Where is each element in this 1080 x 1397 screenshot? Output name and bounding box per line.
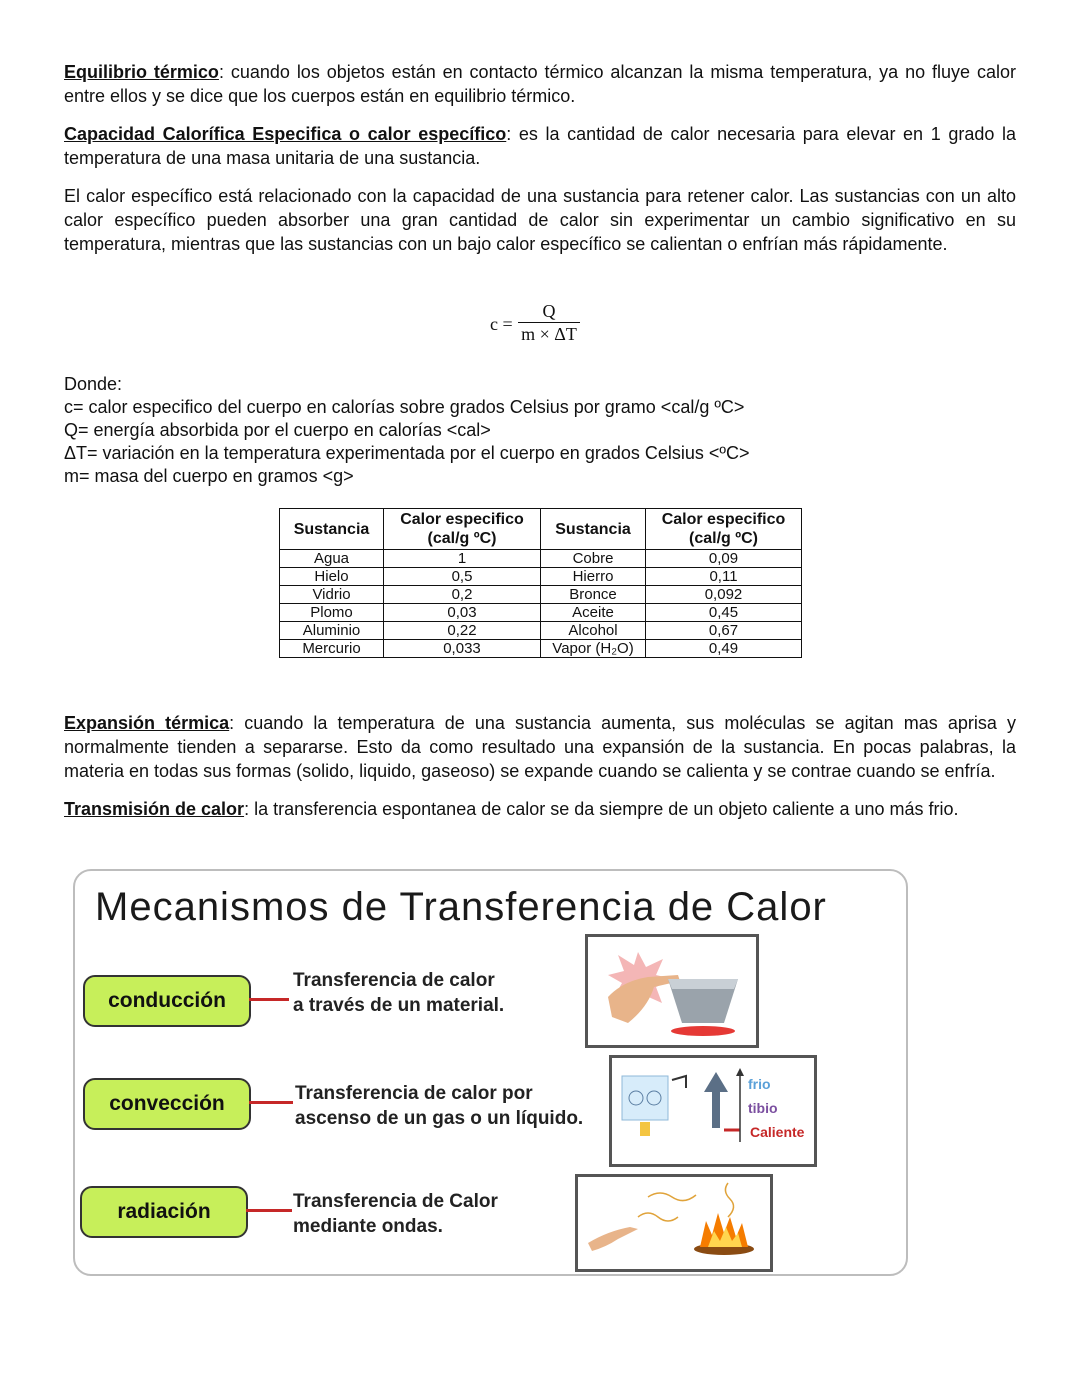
table-cell: Aceite [541,604,646,622]
radiation-icon [578,1177,770,1269]
paragraph-capacidad [64,122,1016,170]
heat-transfer-infographic [73,869,908,1276]
table-row [280,568,802,586]
table-cell: 0,67 [646,622,802,640]
pill-conduccion: conducción [83,975,251,1027]
desc-radiacion: Transferencia de Calor mediante ondas. [293,1191,498,1237]
conduction-image [585,934,759,1048]
connector-line [249,998,289,1001]
paragraph-expansion [64,711,1016,783]
table-cell: 0,49 [646,640,802,658]
paragraph-equilibrio [64,60,1016,108]
table-cell: 0,03 [384,604,541,622]
term-equilibrio: Equilibrio térmico [64,62,219,82]
table-cell: Agua [280,550,384,568]
text-capacidad: : es la cantidad de calor necesaria para elevar en 1 grado la temperatura de una masa unitaria de una sustancia. [64,124,1016,168]
table-cell: 0,5 [384,568,541,586]
term-capacidad: Capacidad Calorífica Especifica o calor específico [64,124,507,144]
table-cell: 1 [384,550,541,568]
connector-line [246,1209,292,1212]
table-cell: Aluminio [280,622,384,640]
connector-line [249,1101,293,1104]
document-body-lower [64,711,1016,835]
conduction-icon [588,937,756,1045]
definition-m: m= masa del cuerpo en gramos <g> [64,466,354,486]
table-cell: Cobre [541,550,646,568]
formula-numerator: Q [542,301,556,321]
definition-q: Q= energía absorbida por el cuerpo en calorías <cal> [64,420,491,440]
table-cell: Vapor (H₂O) [541,640,646,658]
header-calor-especifico-2: Calor especifico (cal/g ºC) [646,509,802,550]
table-cell: Plomo [280,604,384,622]
table-cell: 0,033 [384,640,541,658]
pill-radiacion: radiación [80,1186,248,1238]
convection-icon [612,1058,814,1164]
term-transmision: Transmisión de calor [64,799,245,819]
text-transmision: : la transferencia espontanea de calor se da siempre de un objeto caliente a uno más frio. [244,799,959,819]
table-cell: 0,2 [384,586,541,604]
convection-image [609,1055,817,1167]
definition-delta-t: ΔT= variación en la temperatura experimentada por el cuerpo en grados Celsius <ºC> [64,443,750,463]
desc-conveccion: Transferencia de calor por ascenso de un gas o un líquido. [295,1083,584,1129]
formula-denominator: m × ΔT [521,324,577,344]
table-cell: Mercurio [280,640,384,658]
legend-caliente: Caliente [750,1124,805,1140]
table-cell: 0,22 [384,622,541,640]
table-cell: Hierro [541,568,646,586]
text-equilibrio: : cuando los objetos están en contacto térmico alcanzan la misma temperatura, ya no fluye calor entre ellos y se dice que los cuerpos están en equilibrio térmico. [64,62,1016,106]
document-body [64,60,1016,270]
term-expansion: Expansión térmica [64,713,230,733]
table-row [280,586,802,604]
legend-tibio: tibio [748,1100,778,1116]
table-row [280,604,802,622]
table-cell: 0,092 [646,586,802,604]
text-expansion: : cuando la temperatura de una sustancia aumenta, sus moléculas se agitan mas aprisa y normalmente tienden a separarse. Esto da como resultado una expansión de la sustancia. En pocas palabras, la materia en todas sus formas (solido, liquido, gaseoso) se expande cuando se calienta y se contrae cuando se enfría. [64,713,1017,781]
table-row [280,550,802,568]
table-cell: 0,45 [646,604,802,622]
header-sustancia: Sustancia [280,509,384,550]
table-header-row [280,509,802,550]
formula-lhs: c = [490,314,513,334]
paragraph-transmision [64,797,1016,821]
formula-fraction [518,300,580,345]
table-cell: Hielo [280,568,384,586]
header-calor-especifico: Calor especifico (cal/g ºC) [384,509,541,550]
paragraph-calor-especifico: El calor específico está relacionado con la capacidad de una sustancia para retener calor. Las sustancias con un alto calor específico pueden absorber una gran cantidad de calor sin experimentar un cambio significativo en su temperatura, mientras que las sustancias con un bajo calor específico se calientan o enfrían más rápidamente. [64,186,1016,254]
radiation-image [575,1174,773,1272]
table-row [280,622,802,640]
infographic-title: Mecanismos de Transferencia de Calor [95,885,827,929]
table-cell: 0,09 [646,550,802,568]
table-row [280,640,802,658]
table-cell: 0,11 [646,568,802,586]
definition-c: c= calor especifico del cuerpo en calorías sobre grados Celsius por gramo <cal/g ºC> [64,397,745,417]
table-cell: Alcohol [541,622,646,640]
pill-conveccion: convección [83,1078,251,1130]
header-sustancia-2: Sustancia [541,509,646,550]
table-cell: Vidrio [280,586,384,604]
desc-conduccion: Transferencia de calor a través de un material. [293,970,505,1016]
table-cell: Bronce [541,586,646,604]
legend-frio: frio [748,1076,771,1092]
definitions-intro: Donde: [64,374,123,394]
specific-heat-table [279,508,802,658]
definitions [64,373,749,488]
